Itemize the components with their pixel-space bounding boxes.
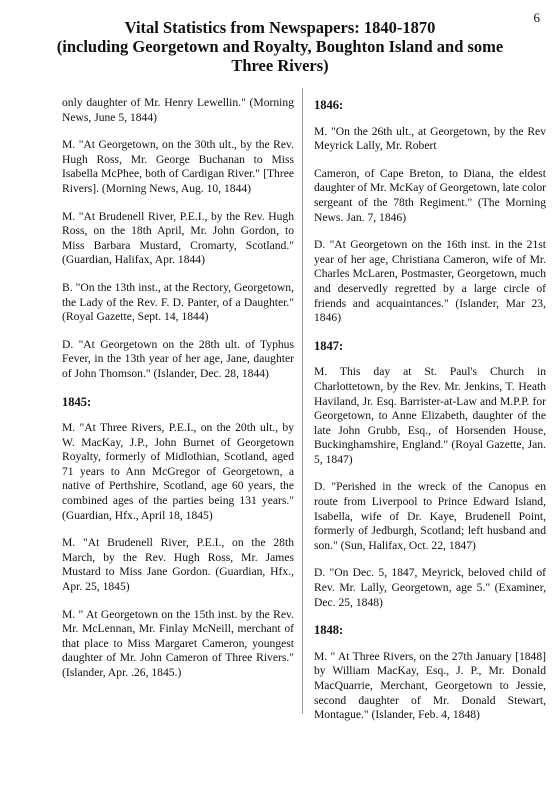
entry-text: M. " At Three Rivers, on the 27th January [1848] by William MacKay, Esq., J. P., Mr. Donald MacQuarrie, Merchant, Georgetown to Jessie, second daughter of Mr. Donald Stewart, Montague." (Islander, Feb. 4, 1848) [314, 649, 546, 722]
entry-text: M. "At Georgetown, on the 30th ult., by the Rev. Hugh Ross, Mr. George Buchanan to Miss Isabella McPhee, both of Cardigan River." [Three Rivers]. (Morning News, Aug. 10, 1844) [62, 138, 294, 195]
entry-buchanan [62, 138, 294, 196]
entry-text: M. This day at St. Paul's Church in Charlottetown, by the Rev. Mr. Jenkins, T. Heath Haviland, Jr. Esq. Barrister-at-Law and M.P.P. for Georgetown, to Anne Elizabeth, daughter of the late John Grubb, Esq., of Horsenden House, Buckinghamshire, England." (Royal Gazette, Jan. 5, 1847) [314, 365, 546, 466]
year-heading-1847: 1847: [314, 338, 344, 353]
entry-christiana-cameron [314, 238, 546, 326]
title-line-2: (including Georgetown and Royalty, Boughton Island and some [56, 37, 504, 56]
year-heading-1845: 1845: [62, 394, 92, 409]
entry-text: Cameron, of Cape Breton, to Diana, the eldest daughter of Mr. McKay of Georgetown, late color sergeant of the 78th Regiment." (The Morning News. Jan. 7, 1846) [314, 166, 546, 224]
entry-panter [62, 281, 294, 325]
entry-lally [314, 566, 546, 610]
entry-text: D. "At Georgetown on the 28th ult. of Typhus Fever, in the 13th year of her age, Jane, daughter of John Thomson." (Islander, Dec. 28, 1844) [62, 337, 294, 380]
title-line-3: Three Rivers) [231, 56, 329, 75]
entry-text: only daughter of Mr. Henry Lewellin." (Morning News, June 5, 1844) [62, 96, 294, 124]
page-number: 6 [533, 10, 540, 25]
entry-mustard [62, 536, 294, 594]
right-column [314, 96, 546, 736]
entry-lally-marriage-start [314, 125, 546, 154]
entry-text: M. "On the 26th ult., at Georgetown, by the Rev Meyrick Lally, Mr. Robert [314, 124, 546, 153]
entry-text: M. " At Georgetown on the 15th inst. by the Rev. Mr. McLennan, Mr. Finlay McNeill, merchant of that place to Miss Margaret Cameron, youngest daughter of Mr. John Cameron of Three Rivers." (Islander, Apr. .26, 1845.) [62, 607, 294, 679]
entry-text: M. "At Brudenell River, P.E.I., by the Rev. Hugh Ross, on the 18th April, Mr. John Gordon, to Miss Barbara Mustard, Cromarty, Scotland." (Guardian, Halifax, Apr. 1844) [62, 209, 294, 267]
entry-text: M. "At Brudenell River, P.E.I., on the 28th March, by the Rev. Hugh Ross, Mr. James Mustard to Miss Jane Gordon. (Guardian, Hfx., Apr. 25, 1845) [62, 536, 294, 594]
year-heading-1848: 1848: [314, 623, 344, 638]
entry-text: D. "Perished in the wreck of the Canopus en route from Liverpool to Prince Edward Island, Isabella, wife of Dr. Kaye, Brudenell Point, formerly of Jedburgh, Scotland; left husband and son." (Sun, Halifax, Oct. 22, 1847) [314, 480, 546, 552]
entry-text: D. "At Georgetown on the 16th inst. in the 21st year of her age, Christiana Cameron, wife of Mr. Charles McLaren, Postmaster, Georgetown, much and deservedly regretted by a large circle of friends and acquaintances." (Islander, Mar 23, 1846) [314, 238, 546, 325]
year-heading-1846: 1846: [314, 98, 344, 112]
entry-thomson [62, 338, 294, 382]
entry-lewellin [62, 96, 294, 125]
title-line-1: Vital Statistics from Newspapers: 1840-1870 [124, 18, 436, 37]
entry-text: M. "At Three Rivers, P.E.I., on the 20th ult., by W. MacKay, J.P., John Burnet of Georgetown Royalty, formerly of Midlothian, Scotland, aged 71 years to Ann McGregor of Georgetown, a native of Perthshire, Scotland, age 60 years, the combined ages of the parties being 131 years." (Guardian, Hfx., April 18, 1845) [62, 421, 294, 522]
entry-macquarrie [314, 650, 546, 723]
entry-text: B. "On the 13th inst., at the Rectory, Georgetown, the Lady of the Rev. F. D. Panter, of a Daughter." (Royal Gazette, Sept. 14, 1844) [62, 280, 294, 324]
entry-cameron-mckay [314, 167, 546, 225]
entry-gordon [62, 210, 294, 268]
left-column [62, 96, 294, 694]
entry-burnet [62, 421, 294, 523]
column-divider [302, 88, 303, 714]
entry-haviland [314, 365, 546, 467]
entry-kaye [314, 480, 546, 553]
entry-text: D. "On Dec. 5, 1847, Meyrick, beloved child of Rev. Mr. Lally, Georgetown, age 5." (Examiner, Dec. 25, 1848) [314, 566, 546, 609]
page-title [40, 18, 520, 75]
entry-mcneill [62, 608, 294, 681]
